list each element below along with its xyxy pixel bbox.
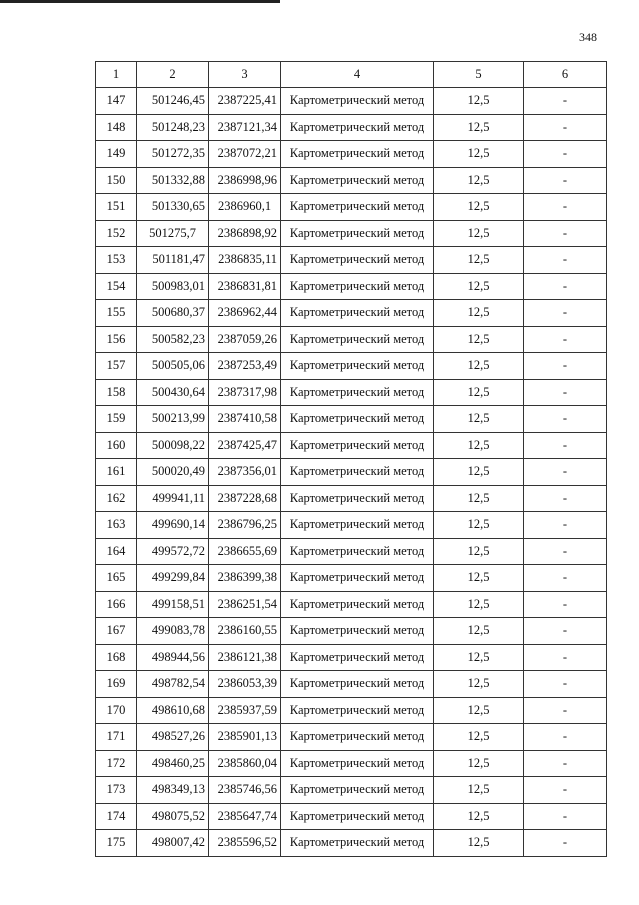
accuracy-cell: 12,5 [434,644,524,671]
accuracy-cell: 12,5 [434,220,524,247]
x-coordinate-cell: 501275,7 [137,220,209,247]
x-coordinate-cell: 498944,56 [137,644,209,671]
method-cell: Картометрический метод [281,353,434,380]
note-cell: - [524,777,607,804]
table-row [96,194,607,221]
method-cell: Картометрический метод [281,379,434,406]
note-cell: - [524,326,607,353]
point-number-cell: 147 [96,88,137,115]
y-coordinate-cell: 2386962,44 [209,300,281,327]
table-row [96,485,607,512]
note-cell: - [524,114,607,141]
y-coordinate-cell: 2385647,74 [209,803,281,830]
table-row [96,406,607,433]
x-coordinate-cell: 499083,78 [137,618,209,645]
method-cell: Картометрический метод [281,194,434,221]
y-coordinate-cell: 2387059,26 [209,326,281,353]
point-number-cell: 172 [96,750,137,777]
table-row [96,565,607,592]
note-cell: - [524,538,607,565]
x-coordinate-cell: 500983,01 [137,273,209,300]
point-number-cell: 171 [96,724,137,751]
method-cell: Картометрический метод [281,247,434,274]
header-cell: 1 [96,62,137,88]
point-number-cell: 151 [96,194,137,221]
method-cell: Картометрический метод [281,114,434,141]
point-number-cell: 174 [96,803,137,830]
accuracy-cell: 12,5 [434,591,524,618]
table-header-row [96,62,607,88]
note-cell: - [524,644,607,671]
note-cell: - [524,167,607,194]
x-coordinate-cell: 498075,52 [137,803,209,830]
y-coordinate-cell: 2387228,68 [209,485,281,512]
point-number-cell: 173 [96,777,137,804]
y-coordinate-cell: 2386960,1 [209,194,281,221]
method-cell: Картометрический метод [281,141,434,168]
table-row [96,830,607,857]
table-row [96,512,607,539]
accuracy-cell: 12,5 [434,724,524,751]
point-number-cell: 154 [96,273,137,300]
x-coordinate-cell: 501248,23 [137,114,209,141]
note-cell: - [524,141,607,168]
note-cell: - [524,512,607,539]
table-row [96,697,607,724]
accuracy-cell: 12,5 [434,273,524,300]
accuracy-cell: 12,5 [434,671,524,698]
x-coordinate-cell: 498460,25 [137,750,209,777]
point-number-cell: 168 [96,644,137,671]
table-row [96,247,607,274]
x-coordinate-cell: 499572,72 [137,538,209,565]
header-cell: 6 [524,62,607,88]
x-coordinate-cell: 498782,54 [137,671,209,698]
y-coordinate-cell: 2385746,56 [209,777,281,804]
y-coordinate-cell: 2386998,96 [209,167,281,194]
point-number-cell: 150 [96,167,137,194]
header-cell: 5 [434,62,524,88]
method-cell: Картометрический метод [281,406,434,433]
note-cell: - [524,750,607,777]
table-row [96,671,607,698]
y-coordinate-cell: 2386831,81 [209,273,281,300]
header-cell: 3 [209,62,281,88]
table-row [96,432,607,459]
table-row [96,273,607,300]
y-coordinate-cell: 2387317,98 [209,379,281,406]
x-coordinate-cell: 498349,13 [137,777,209,804]
y-coordinate-cell: 2387356,01 [209,459,281,486]
accuracy-cell: 12,5 [434,777,524,804]
method-cell: Картометрический метод [281,167,434,194]
note-cell: - [524,459,607,486]
note-cell: - [524,220,607,247]
table-row [96,724,607,751]
table-row [96,459,607,486]
accuracy-cell: 12,5 [434,432,524,459]
note-cell: - [524,485,607,512]
x-coordinate-cell: 501330,65 [137,194,209,221]
point-number-cell: 159 [96,406,137,433]
y-coordinate-cell: 2386053,39 [209,671,281,698]
x-coordinate-cell: 501272,35 [137,141,209,168]
method-cell: Картометрический метод [281,697,434,724]
table-row [96,618,607,645]
y-coordinate-cell: 2386160,55 [209,618,281,645]
y-coordinate-cell: 2385596,52 [209,830,281,857]
x-coordinate-cell: 499299,84 [137,565,209,592]
x-coordinate-cell: 498610,68 [137,697,209,724]
point-number-cell: 160 [96,432,137,459]
y-coordinate-cell: 2387121,34 [209,114,281,141]
table-row [96,379,607,406]
accuracy-cell: 12,5 [434,618,524,645]
table-row [96,141,607,168]
point-number-cell: 164 [96,538,137,565]
method-cell: Картометрический метод [281,485,434,512]
table-row [96,777,607,804]
page-number: 348 [579,30,597,44]
y-coordinate-cell: 2386655,69 [209,538,281,565]
method-cell: Картометрический метод [281,750,434,777]
table-row [96,88,607,115]
table-row [96,167,607,194]
table-row [96,300,607,327]
method-cell: Картометрический метод [281,644,434,671]
accuracy-cell: 12,5 [434,485,524,512]
point-number-cell: 165 [96,565,137,592]
note-cell: - [524,671,607,698]
accuracy-cell: 12,5 [434,406,524,433]
y-coordinate-cell: 2386835,11 [209,247,281,274]
x-coordinate-cell: 499941,11 [137,485,209,512]
header-cell: 4 [281,62,434,88]
note-cell: - [524,697,607,724]
point-number-cell: 170 [96,697,137,724]
x-coordinate-cell: 500582,23 [137,326,209,353]
table-row [96,353,607,380]
y-coordinate-cell: 2385860,04 [209,750,281,777]
method-cell: Картометрический метод [281,565,434,592]
x-coordinate-cell: 500505,06 [137,353,209,380]
accuracy-cell: 12,5 [434,538,524,565]
x-coordinate-cell: 501332,88 [137,167,209,194]
note-cell: - [524,273,607,300]
point-number-cell: 163 [96,512,137,539]
point-number-cell: 153 [96,247,137,274]
x-coordinate-cell: 499158,51 [137,591,209,618]
note-cell: - [524,830,607,857]
method-cell: Картометрический метод [281,671,434,698]
x-coordinate-cell: 500020,49 [137,459,209,486]
y-coordinate-cell: 2387072,21 [209,141,281,168]
y-coordinate-cell: 2386251,54 [209,591,281,618]
point-number-cell: 167 [96,618,137,645]
point-number-cell: 166 [96,591,137,618]
method-cell: Картометрический метод [281,88,434,115]
table-row [96,538,607,565]
note-cell: - [524,194,607,221]
y-coordinate-cell: 2386399,38 [209,565,281,592]
point-number-cell: 158 [96,379,137,406]
y-coordinate-cell: 2386121,38 [209,644,281,671]
note-cell: - [524,724,607,751]
y-coordinate-cell: 2385901,13 [209,724,281,751]
accuracy-cell: 12,5 [434,167,524,194]
note-cell: - [524,591,607,618]
accuracy-cell: 12,5 [434,300,524,327]
method-cell: Картометрический метод [281,273,434,300]
y-coordinate-cell: 2387425,47 [209,432,281,459]
accuracy-cell: 12,5 [434,114,524,141]
method-cell: Картометрический метод [281,326,434,353]
accuracy-cell: 12,5 [434,247,524,274]
point-number-cell: 157 [96,353,137,380]
x-coordinate-cell: 500098,22 [137,432,209,459]
table-row [96,750,607,777]
method-cell: Картометрический метод [281,724,434,751]
y-coordinate-cell: 2385937,59 [209,697,281,724]
note-cell: - [524,432,607,459]
y-coordinate-cell: 2386898,92 [209,220,281,247]
point-number-cell: 161 [96,459,137,486]
method-cell: Картометрический метод [281,830,434,857]
header-cell: 2 [137,62,209,88]
method-cell: Картометрический метод [281,512,434,539]
table-row [96,803,607,830]
x-coordinate-cell: 499690,14 [137,512,209,539]
accuracy-cell: 12,5 [434,88,524,115]
x-coordinate-cell: 498007,42 [137,830,209,857]
coordinates-table [95,61,607,857]
accuracy-cell: 12,5 [434,194,524,221]
method-cell: Картометрический метод [281,300,434,327]
x-coordinate-cell: 501246,45 [137,88,209,115]
y-coordinate-cell: 2387225,41 [209,88,281,115]
x-coordinate-cell: 498527,26 [137,724,209,751]
point-number-cell: 156 [96,326,137,353]
table-row [96,644,607,671]
method-cell: Картометрический метод [281,618,434,645]
accuracy-cell: 12,5 [434,512,524,539]
method-cell: Картометрический метод [281,432,434,459]
note-cell: - [524,88,607,115]
x-coordinate-cell: 500213,99 [137,406,209,433]
point-number-cell: 169 [96,671,137,698]
accuracy-cell: 12,5 [434,750,524,777]
note-cell: - [524,406,607,433]
note-cell: - [524,803,607,830]
table-row [96,326,607,353]
x-coordinate-cell: 500430,64 [137,379,209,406]
x-coordinate-cell: 501181,47 [137,247,209,274]
point-number-cell: 148 [96,114,137,141]
point-number-cell: 175 [96,830,137,857]
accuracy-cell: 12,5 [434,803,524,830]
method-cell: Картометрический метод [281,459,434,486]
point-number-cell: 162 [96,485,137,512]
accuracy-cell: 12,5 [434,459,524,486]
top-rule [0,0,280,3]
point-number-cell: 155 [96,300,137,327]
table-row [96,114,607,141]
note-cell: - [524,565,607,592]
note-cell: - [524,379,607,406]
note-cell: - [524,247,607,274]
method-cell: Картометрический метод [281,220,434,247]
accuracy-cell: 12,5 [434,830,524,857]
table-row [96,220,607,247]
y-coordinate-cell: 2387253,49 [209,353,281,380]
y-coordinate-cell: 2386796,25 [209,512,281,539]
method-cell: Картометрический метод [281,803,434,830]
method-cell: Картометрический метод [281,777,434,804]
y-coordinate-cell: 2387410,58 [209,406,281,433]
x-coordinate-cell: 500680,37 [137,300,209,327]
method-cell: Картометрический метод [281,591,434,618]
accuracy-cell: 12,5 [434,379,524,406]
table-row [96,591,607,618]
note-cell: - [524,618,607,645]
accuracy-cell: 12,5 [434,353,524,380]
point-number-cell: 152 [96,220,137,247]
accuracy-cell: 12,5 [434,141,524,168]
accuracy-cell: 12,5 [434,565,524,592]
accuracy-cell: 12,5 [434,326,524,353]
method-cell: Картометрический метод [281,538,434,565]
note-cell: - [524,300,607,327]
note-cell: - [524,353,607,380]
point-number-cell: 149 [96,141,137,168]
accuracy-cell: 12,5 [434,697,524,724]
